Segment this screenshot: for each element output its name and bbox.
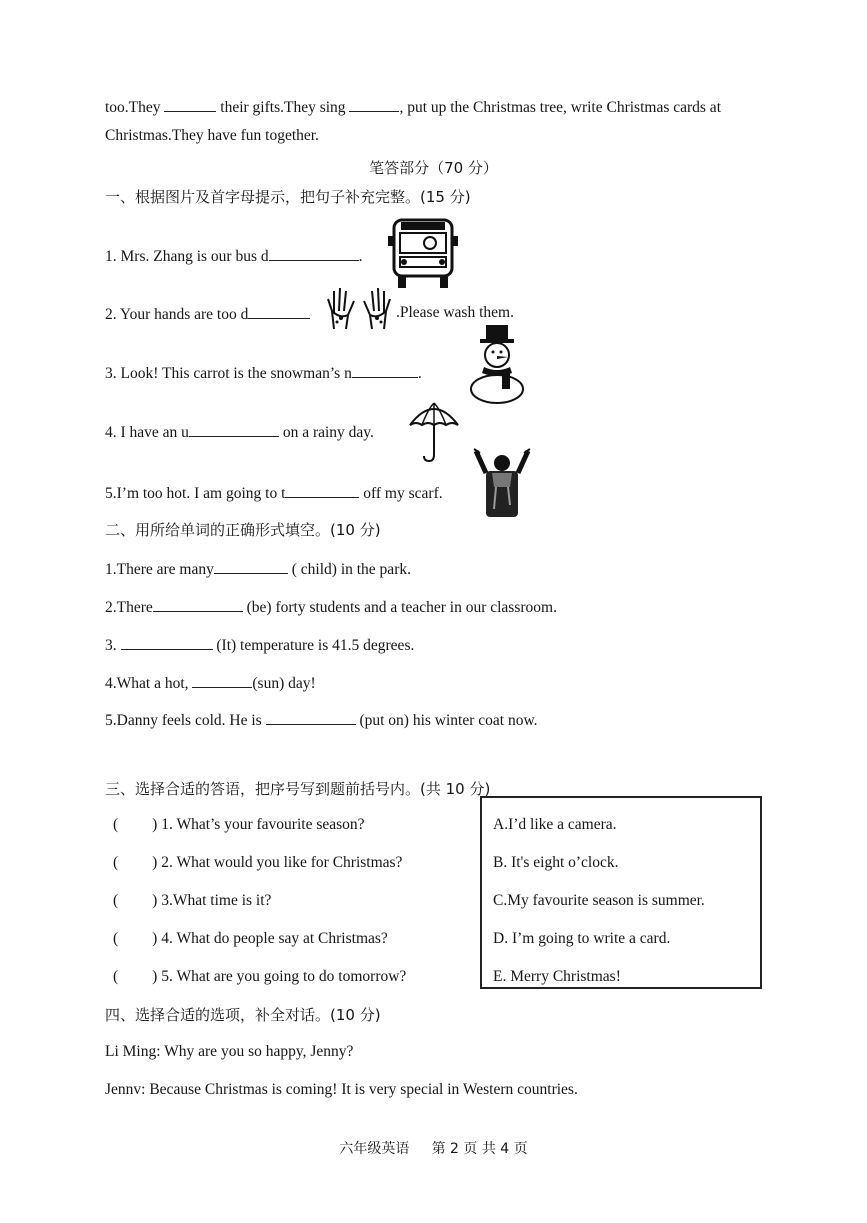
answer-blank[interactable] xyxy=(248,304,310,319)
s2-question-3: 3. (It) temperature is 41.5 degrees. xyxy=(105,637,415,654)
s3-question-row: ( ) 4. What do people say at Christmas? xyxy=(113,930,388,947)
answer-blank[interactable] xyxy=(349,97,399,112)
answer-blank[interactable] xyxy=(153,597,243,612)
answer-paren[interactable]: ( ) xyxy=(113,968,158,985)
s2-question-2: 2.There (be) forty students and a teacher in our classroom. xyxy=(105,599,557,616)
s2-question-5: 5.Danny feels cold. He is (put on) his winter coat now. xyxy=(105,712,538,729)
answer-blank[interactable] xyxy=(121,635,213,650)
umbrella-icon xyxy=(408,399,460,463)
answer-blank[interactable] xyxy=(214,559,288,574)
section-2-title: 二、用所给单词的正确形式填空。(10 分) xyxy=(105,521,381,539)
dirty-hands-icon xyxy=(326,285,392,331)
written-part-heading: 笔答部分（70 分） xyxy=(369,159,498,177)
answer-blank[interactable] xyxy=(285,483,359,498)
answer-paren[interactable]: ( ) xyxy=(113,892,158,909)
dialogue-line-2: Jennv: Because Christmas is coming! It is very special in Western countries. xyxy=(105,1081,578,1098)
s1-question-5: 5.I’m too hot. I am going to t off my scarf. xyxy=(105,485,443,502)
s3-question-row: ( ) 1. What’s your favourite season? xyxy=(113,816,365,833)
option-e: E. Merry Christmas! xyxy=(493,968,621,985)
s1-question-2-end: .Please wash them. xyxy=(396,304,514,321)
dialogue-line-1: Li Ming: Why are you so happy, Jenny? xyxy=(105,1043,354,1060)
page-footer: 六年级英语 第 2 页 共 4 页 xyxy=(339,1141,528,1157)
s1-question-2: 2. Your hands are too d xyxy=(105,304,310,324)
s1-question-4: 4. I have an u on a rainy day. xyxy=(105,424,374,441)
answer-paren[interactable]: ( ) xyxy=(113,816,158,833)
option-d: D. I’m going to write a card. xyxy=(493,930,671,947)
answer-paren[interactable]: ( ) xyxy=(113,930,158,947)
section-4-title: 四、选择合适的选项，补全对话。(10 分) xyxy=(105,1006,381,1024)
s3-question-row: ( ) 5. What are you going to do tomorrow? xyxy=(113,968,407,985)
school-bus-icon xyxy=(388,214,458,290)
s3-question-row: ( ) 3.What time is it? xyxy=(113,892,272,909)
s3-question-row: ( ) 2. What would you like for Christmas? xyxy=(113,854,403,871)
option-b: B. It's eight o’clock. xyxy=(493,854,619,871)
child-taking-off-scarf-icon xyxy=(472,447,532,521)
intro-line-1: too.They their gifts.They sing , put up the Christmas tree, write Christmas cards at xyxy=(105,99,721,116)
snowman-icon xyxy=(468,323,528,405)
s2-question-1: 1.There are many ( child) in the park. xyxy=(105,561,411,578)
answer-blank[interactable] xyxy=(192,673,252,688)
option-c: C.My favourite season is summer. xyxy=(493,892,705,909)
answer-blank[interactable] xyxy=(164,97,216,112)
answer-blank[interactable] xyxy=(266,710,356,725)
answer-blank[interactable] xyxy=(352,363,418,378)
answer-paren[interactable]: ( ) xyxy=(113,854,158,871)
s2-question-4: 4.What a hot, (sun) day! xyxy=(105,675,316,692)
intro-line-2: Christmas.They have fun together. xyxy=(105,127,319,144)
answer-blank[interactable] xyxy=(189,422,279,437)
option-a: A.I’d like a camera. xyxy=(493,816,617,833)
section-3-title: 三、选择合适的答语，把序号写到题前括号内。(共 10 分) xyxy=(105,780,491,798)
section-1-title: 一、根据图片及首字母提示，把句子补充完整。(15 分) xyxy=(105,188,471,206)
s1-question-3: 3. Look! This carrot is the snowman’s n . xyxy=(105,365,422,382)
s1-question-1: 1. Mrs. Zhang is our bus d . xyxy=(105,248,363,265)
answer-options-box xyxy=(480,796,762,989)
answer-blank[interactable] xyxy=(269,246,359,261)
